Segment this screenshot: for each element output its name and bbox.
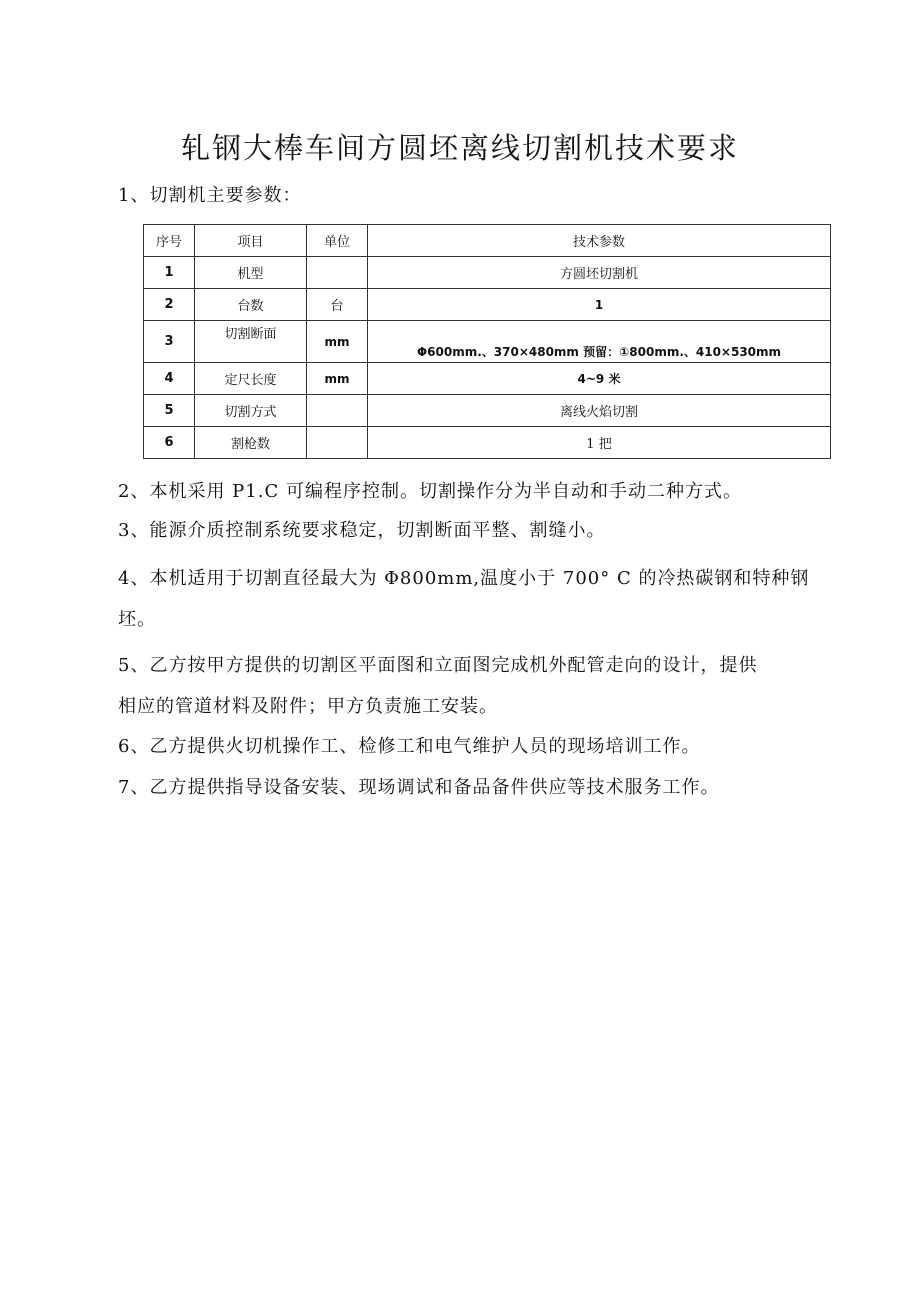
row-no: 4 <box>144 363 195 395</box>
row-unit: 台 <box>307 289 368 321</box>
paragraph-3 <box>118 512 853 550</box>
row-value: 方圆坯切割机 <box>368 257 831 289</box>
paragraph-6-text: 6、乙方提供火切机操作工、检修工和电气维护人员的现场培训工作。 <box>118 736 701 757</box>
paragraph-6 <box>118 728 853 766</box>
paragraph-4-line-2: 坯。 <box>118 609 156 630</box>
header-no: 序号 <box>144 225 195 257</box>
paragraph-2-text: 2、本机采用 P1.C 可编程序控制。切割操作分为半自动和手动二种方式。 <box>118 481 742 502</box>
header-unit: 单位 <box>307 225 368 257</box>
paragraph-7 <box>118 769 853 807</box>
row-no: 5 <box>144 395 195 427</box>
row-unit <box>307 395 368 427</box>
section-1-heading: 1、切割机主要参数： <box>118 185 302 206</box>
row-unit <box>307 257 368 289</box>
row-no: 3 <box>144 321 195 363</box>
row-item: 割枪数 <box>195 427 307 459</box>
row-value: 1 <box>368 289 831 321</box>
row-item: 切割断面 <box>195 321 307 363</box>
paragraph-7-text: 7、乙方提供指导设备安装、现场调试和备品备件供应等技术服务工作。 <box>118 777 720 798</box>
table-row <box>144 427 831 459</box>
document-title: 轧钢大棒车间方圆坯离线切割机技术要求 <box>180 131 739 165</box>
table-row <box>144 289 831 321</box>
row-item: 定尺长度 <box>195 363 307 395</box>
paragraph-2 <box>118 473 853 511</box>
row-value: Φ600mm.、370×480mm 预留：①800mm.、410×530mm <box>368 321 831 363</box>
row-item: 台数 <box>195 289 307 321</box>
paragraph-5 <box>118 645 853 727</box>
row-value: 4~9 米 <box>368 363 831 395</box>
row-no: 6 <box>144 427 195 459</box>
row-value: 1 把 <box>368 427 831 459</box>
paragraph-5-line-1: 5、乙方按甲方提供的切割区平面图和立面图完成机外配管走向的设计，提供 <box>118 655 758 676</box>
table-header-row <box>144 225 831 257</box>
table-row <box>144 257 831 289</box>
row-item: 机型 <box>195 257 307 289</box>
row-value: 离线火焰切割 <box>368 395 831 427</box>
table-row <box>144 395 831 427</box>
row-no: 2 <box>144 289 195 321</box>
table-row <box>144 363 831 395</box>
table-row <box>144 321 831 363</box>
row-unit: mm <box>307 321 368 363</box>
header-item: 项目 <box>195 225 307 257</box>
paragraph-4-line-1: 4、本机适用于切割直径最大为 Φ800mm,温度小于 700° C 的冷热碳钢和特种钢 <box>118 568 810 589</box>
paragraph-4 <box>118 558 853 640</box>
paragraph-3-text: 3、能源介质控制系统要求稳定，切割断面平整、割缝小。 <box>118 520 606 541</box>
row-unit: mm <box>307 363 368 395</box>
row-unit <box>307 427 368 459</box>
paragraph-5-line-2: 相应的管道材料及附件；甲方负责施工安装。 <box>118 696 498 717</box>
parameters-table <box>143 224 831 459</box>
row-item: 切割方式 <box>195 395 307 427</box>
row-no: 1 <box>144 257 195 289</box>
header-value: 技术参数 <box>368 225 831 257</box>
